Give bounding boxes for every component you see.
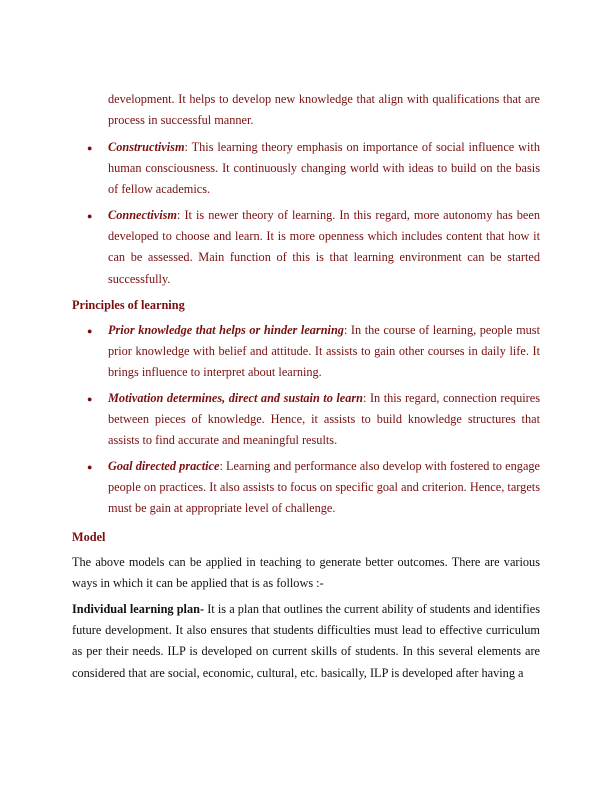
text-motivation: : In this regard, connection requires between pieces of knowledge. Hence, it assists to build knowledge structures that assists to find accurate and meaningful results. [108,391,540,448]
term-motivation: Motivation determines, direct and sustain to learn [108,391,364,405]
list-item-constructivism [108,137,540,201]
ilp-text: It is a plan that outlines the current ability of students and identifies future development. It also ensures that students difficulties must lead to effective curriculum as per their needs. ILP is developed on current skills of students. In this several elements are considered that are social, economic, cultural, etc. basically, ILP is developed after having a [72,602,540,680]
ilp-term: Individual learning plan- [72,602,205,616]
list-item-prior-knowledge [108,320,540,384]
term-constructivism: Constructivism [108,140,185,154]
term-goal-directed: Goal directed practice [108,459,220,473]
list-item-connectivism [108,205,540,290]
term-prior-knowledge: Prior knowledge that helps or hinder learning [108,323,344,337]
heading-principles: Principles of learning [72,298,185,312]
text-goal-directed: : Learning and performance also develop with fostered to engage people on practices. It also assists to focus on specific goal and criterion. Hence, targets must be gain at appropriate level of challenge. [108,459,541,516]
ilp-paragraph [72,599,540,684]
bullet-icon: ● [87,326,93,336]
list-item-goal-directed [108,456,540,520]
heading-model: Model [72,530,106,544]
bullet-icon: ● [87,211,93,221]
bullet-icon: ● [87,394,93,404]
intro-continuation: development. It helps to develop new knowledge that align with qualifications that are process in successful manner. [108,92,540,128]
text-connectivism: : It is newer theory of learning. In this regard, more autonomy has been developed to choose and learn. It is more openness which includes content that how it can be assessed. Main function of this is that learning environment can be started successfully. [108,208,540,286]
text-constructivism: : This learning theory emphasis on importance of social influence with human consciousness. It continuously changing world with ideas to build on the basis of fellow academics. [108,140,540,197]
term-connectivism: Connectivism [108,208,178,222]
model-paragraph: The above models can be applied in teaching to generate better outcomes. There are various ways in which it can be applied that is as follows :- [72,555,540,591]
bullet-icon: ● [87,462,93,472]
text-prior-knowledge: : In the course of learning, people must prior knowledge with belief and attitude. It assists to gain other courses in daily life. It brings influence to interpret about learning. [108,323,540,380]
bullet-icon: ● [87,143,93,153]
list-item-motivation [108,388,540,452]
